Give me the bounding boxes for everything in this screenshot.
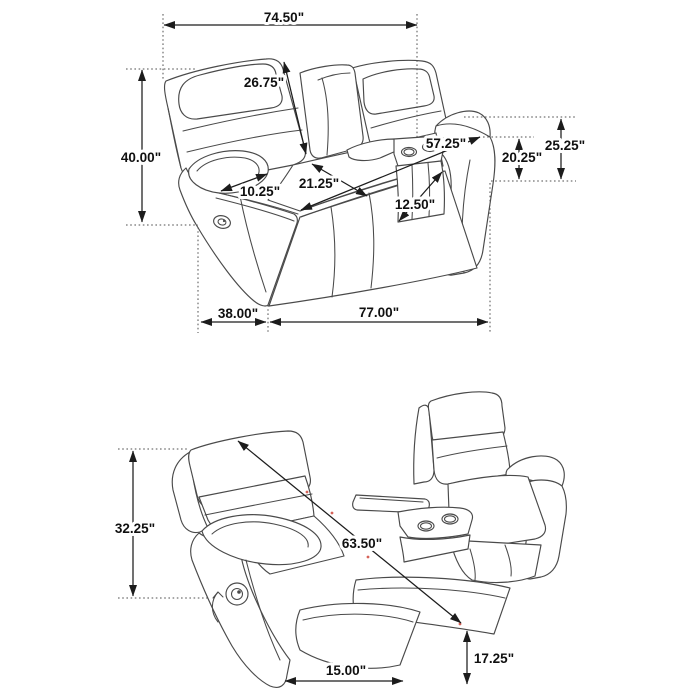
dim-label-arm-front-height: 20.25" [501,150,543,165]
dim-label-overall-width: 74.50" [263,10,305,25]
dim-label-footrest-height: 17.25" [473,651,515,666]
dim-label-side-depth: 38.00" [217,306,259,321]
dim-label-arm-height: 25.25" [544,138,586,153]
console-front [396,161,444,222]
dim-label-back-diagonal: 26.75" [243,75,285,90]
dim-label-back-height: 32.25" [114,521,156,536]
console-cupholder-panel [398,507,473,538]
dim-label-body-width: 77.00" [358,305,400,320]
dim-label-footrest-ext: 15.00" [325,663,367,678]
dim-label-overall-height: 40.00" [120,150,162,165]
dim-label-reclined-length: 63.50" [341,536,383,551]
dim-label-seat-width: 21.25" [298,176,340,191]
dim-label-arm-top-width: 10.25" [239,184,281,199]
dim-label-inner-width: 57.25" [425,136,467,151]
dim-label-console-width: 12.50" [394,197,436,212]
